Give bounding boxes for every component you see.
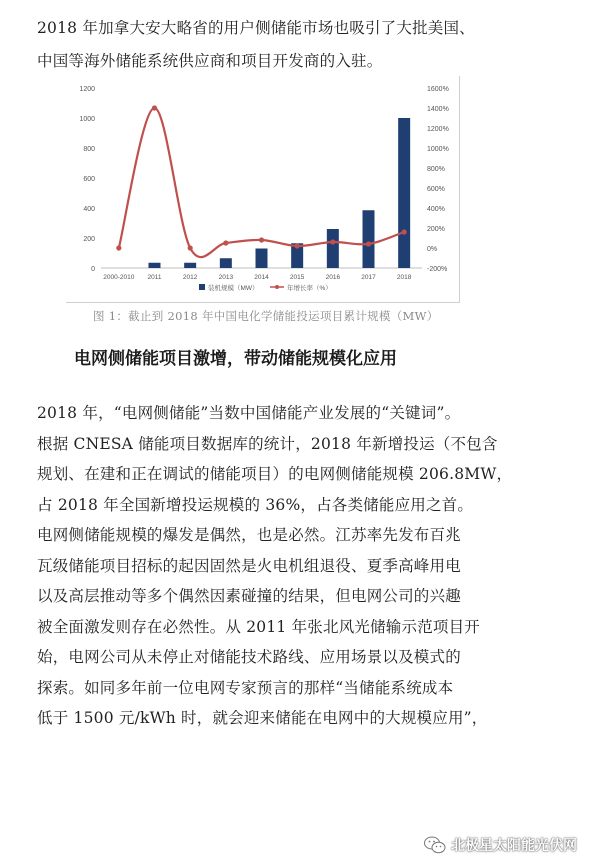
bar-2016 bbox=[327, 229, 339, 268]
growth-point-2015 bbox=[295, 243, 300, 248]
left-axis-tick-label: 200 bbox=[83, 236, 95, 243]
intro-paragraph bbox=[37, 12, 557, 78]
right-axis-tick-label: 1400% bbox=[427, 106, 449, 113]
right-axis-tick-label: 600% bbox=[427, 186, 445, 193]
x-tick-label: 2015 bbox=[289, 274, 305, 281]
left-axis-tick-label: 600 bbox=[83, 176, 95, 183]
left-axis-tick-label: 400 bbox=[83, 206, 95, 213]
legend-swatch-dot bbox=[275, 285, 279, 289]
body-line: 规划、在建和正在调试的储能项目）的电网侧储能规模 206.8MW， bbox=[37, 465, 513, 483]
right-axis-tick-label: 1600% bbox=[427, 86, 449, 93]
right-axis-tick-label: 1000% bbox=[427, 146, 449, 153]
body-line: 2018 年，“电网侧储能”当数中国储能产业发展的“关键词”。 bbox=[37, 404, 461, 422]
growth-point-2018 bbox=[402, 229, 407, 234]
body-line: 占 2018 年全国新增投运规模的 36%，占各类储能应用之首。 bbox=[37, 495, 474, 514]
watermark bbox=[424, 835, 577, 855]
left-axis-tick-label: 1200 bbox=[79, 86, 95, 93]
body-line: 以及高层推动等多个偶然因素碰撞的结果，但电网公司的兴趣 bbox=[37, 587, 461, 605]
body-line: 被全面激发则存在必然性。从 2011 年张北风光储输示范项目开 bbox=[37, 617, 481, 636]
legend-label-bar: 装机规模（MW） bbox=[208, 285, 259, 292]
body-line: 始，电网公司从未停止对储能技术路线、应用场景以及模式的 bbox=[37, 648, 461, 666]
body-line: 低于 1500 元/kWh 时，就会迎来储能在电网中的大规模应用”， bbox=[37, 709, 488, 727]
x-tick-label: 2014 bbox=[254, 274, 269, 281]
legend-label-line: 年增长率（%） bbox=[287, 285, 332, 292]
bar-2013 bbox=[220, 258, 232, 268]
right-axis-tick-label: 400% bbox=[427, 206, 445, 213]
growth-point-2011 bbox=[152, 105, 157, 110]
right-axis-tick-label: 200% bbox=[427, 226, 445, 233]
bar-2011 bbox=[149, 263, 161, 268]
body-line: 电网侧储能规模的爆发是偶然，也是必然。江苏率先发布百兆 bbox=[37, 526, 461, 544]
growth-point-2016 bbox=[330, 239, 335, 244]
intro-line: 中国等海外储能系统供应商和项目开发商的入驻。 bbox=[37, 52, 383, 70]
chart bbox=[66, 76, 459, 302]
growth-point-2000-2010 bbox=[116, 245, 121, 250]
growth-point-2012 bbox=[188, 245, 193, 250]
body-line: 探索。如同多年前一位电网专家预言的那样“当储能系统成本 bbox=[37, 678, 454, 697]
x-tick-label: 2012 bbox=[182, 274, 198, 281]
x-tick-label: 2013 bbox=[218, 274, 234, 281]
right-axis-tick-label: -200% bbox=[427, 266, 448, 273]
bar-2017 bbox=[363, 210, 375, 268]
bar-2014 bbox=[256, 249, 268, 269]
growth-point-2013 bbox=[223, 240, 228, 245]
x-tick-label: 2016 bbox=[325, 274, 341, 281]
left-axis-tick-label: 0 bbox=[91, 266, 95, 273]
growth-point-2014 bbox=[259, 237, 264, 242]
growth-rate-line bbox=[119, 108, 404, 257]
body-paragraph bbox=[37, 398, 567, 734]
body-line: 瓦级储能项目招标的起因固然是火电机组退役、夏季高峰用电 bbox=[37, 556, 461, 575]
x-tick-label: 2017 bbox=[361, 274, 376, 281]
right-axis-tick-label: 800% bbox=[427, 166, 445, 173]
left-axis-tick-label: 800 bbox=[83, 146, 95, 153]
x-tick-label: 2011 bbox=[147, 274, 162, 281]
left-axis-tick-label: 1000 bbox=[79, 116, 95, 123]
watermark-text: 北极星太阳能光伏网 bbox=[451, 838, 577, 854]
body-line: 根据 CNESA 储能项目数据库的统计，2018 年新增投运（不包含 bbox=[37, 434, 498, 453]
right-axis-tick-label: 0% bbox=[427, 246, 438, 253]
figure-caption: 图 1：截止到 2018 年中国电化学储能投运项目累计规模（MW） bbox=[93, 309, 439, 323]
x-tick-label: 2000-2010 bbox=[103, 274, 135, 281]
right-axis-tick-label: 1200% bbox=[427, 126, 449, 133]
legend-swatch-bar bbox=[199, 284, 205, 290]
growth-point-2017 bbox=[366, 241, 371, 246]
bar-2018 bbox=[398, 118, 410, 268]
x-tick-label: 2018 bbox=[396, 274, 412, 281]
bar-2012 bbox=[184, 263, 196, 268]
intro-line: 2018 年加拿大安大略省的用户侧储能市场也吸引了大批美国、 bbox=[37, 19, 475, 37]
wechat-icon bbox=[424, 836, 446, 854]
chart-figure bbox=[66, 76, 460, 303]
section-heading: 电网侧储能项目激增，带动储能规模化应用 bbox=[74, 349, 397, 369]
